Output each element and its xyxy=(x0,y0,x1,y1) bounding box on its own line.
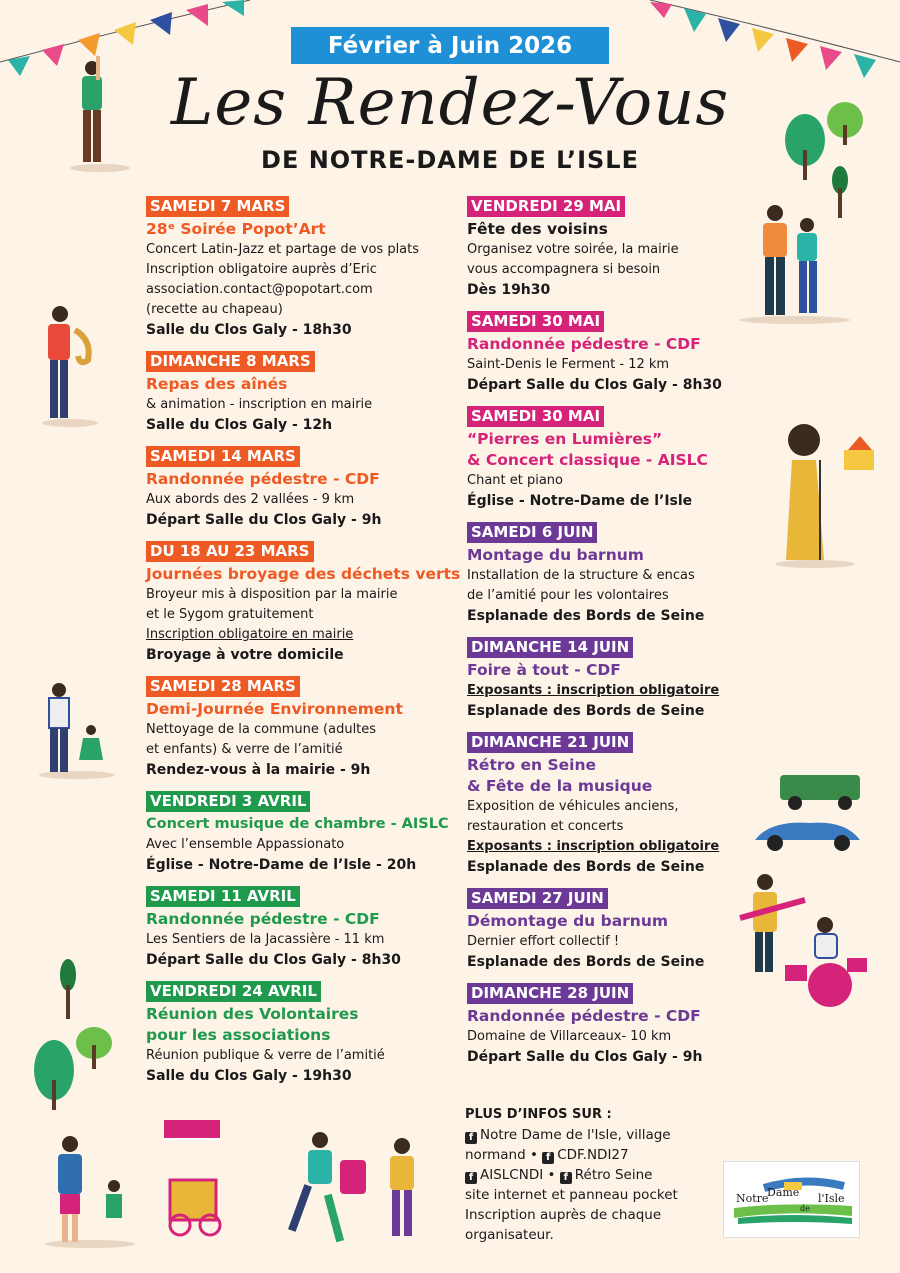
event-place-time: Départ Salle du Clos Galy - 9h xyxy=(467,1049,703,1065)
event-detail: Inscription obligatoire en mairie xyxy=(146,627,354,642)
info-line: Inscription auprès de chaque xyxy=(465,1207,662,1223)
event-fete-voisins xyxy=(467,196,747,300)
event-detail: Nettoyage de la commune (adultes xyxy=(146,722,377,737)
event-place-time: Dès 19h30 xyxy=(467,282,551,298)
facebook-page-notre-dame[interactable]: Notre Dame de l'Isle, village xyxy=(480,1127,671,1143)
event-title: 28ᵉ Soirée Popot’Art xyxy=(146,220,326,238)
info-line: organisateur. xyxy=(465,1227,554,1243)
event-place-time: Salle du Clos Galy - 18h30 xyxy=(146,322,352,338)
event-place-time: Départ Salle du Clos Galy - 8h30 xyxy=(467,377,722,393)
logo-word: de xyxy=(800,1204,810,1213)
event-title: Fête des voisins xyxy=(467,220,608,238)
event-detail: Aux abords des 2 vallées - 9 km xyxy=(146,492,355,507)
event-detail: Exposition de véhicules anciens, xyxy=(467,799,679,814)
info-line xyxy=(465,1165,735,1185)
event-detail: vous accompagnera si besoin xyxy=(467,262,661,277)
facebook-icon: f xyxy=(465,1172,477,1184)
facebook-icon: f xyxy=(560,1172,572,1184)
event-contact-email: association.contact@popotart.com xyxy=(146,282,373,297)
event-repas-aines xyxy=(146,351,466,435)
event-place-time: Esplanade des Bords de Seine xyxy=(467,859,705,875)
event-place-time: Départ Salle du Clos Galy - 9h xyxy=(146,512,382,528)
event-randonnee-30-mai xyxy=(467,311,747,395)
event-date-tag: SAMEDI 30 MAI xyxy=(467,406,604,427)
event-date-tag: DIMANCHE 14 JUIN xyxy=(467,637,633,658)
event-detail: Broyeur mis à disposition par la mairie xyxy=(146,587,398,602)
left-event-column xyxy=(146,196,466,1097)
event-detail: Chant et piano xyxy=(467,473,564,488)
event-environnement xyxy=(146,676,466,780)
event-reunion-volontaires xyxy=(146,981,466,1086)
event-title-line2: & Fête de la musique xyxy=(467,777,653,795)
event-detail: Saint-Denis le Ferment - 12 km xyxy=(467,357,670,372)
event-date-tag: VENDREDI 24 AVRIL xyxy=(146,981,321,1002)
info-line xyxy=(465,1145,735,1165)
person-with-bunting-illustration xyxy=(60,50,130,175)
event-place-time: Rendez-vous à la mairie - 9h xyxy=(146,762,371,778)
event-detail: Réunion publique & verre de l’amitié xyxy=(146,1048,385,1063)
facebook-page-aislc[interactable]: AISLCNDI • xyxy=(480,1167,556,1183)
event-title: Randonnée pédestre - CDF xyxy=(467,335,701,353)
event-place-time: Esplanade des Bords de Seine xyxy=(467,608,705,624)
right-event-column xyxy=(467,196,747,1078)
event-place-time: Salle du Clos Galy - 12h xyxy=(146,417,333,433)
event-randonnee-14-mars xyxy=(146,446,466,530)
event-broyage xyxy=(146,541,466,665)
event-date-tag: SAMEDI 7 MARS xyxy=(146,196,289,217)
event-place-time: Église - Notre-Dame de l’Isle xyxy=(467,493,693,509)
event-title: Randonnée pédestre - CDF xyxy=(146,910,380,928)
event-popotart xyxy=(146,196,466,340)
event-title: Demi-Journée Environnement xyxy=(146,700,403,718)
singer-illustration xyxy=(770,420,880,570)
facebook-icon: f xyxy=(542,1152,554,1164)
event-title: Rétro en Seine xyxy=(467,756,597,774)
event-date-tag: SAMEDI 30 MAI xyxy=(467,311,604,332)
trees-left-illustration xyxy=(30,955,120,1115)
logo-word: Notre xyxy=(736,1192,769,1205)
event-title: Randonnée pédestre - CDF xyxy=(146,470,380,488)
facebook-page-cdf[interactable]: CDF.NDI27 xyxy=(557,1147,629,1163)
event-date-tag: SAMEDI 28 MARS xyxy=(146,676,300,697)
info-line: site internet et panneau pocket xyxy=(465,1187,678,1203)
event-detail: de l’amitié pour les volontaires xyxy=(467,588,669,603)
info-text: normand • xyxy=(465,1147,538,1163)
event-date-tag: SAMEDI 6 JUIN xyxy=(467,522,597,543)
band-musicians-illustration xyxy=(735,870,875,1015)
event-title: Randonnée pédestre - CDF xyxy=(467,1007,701,1025)
event-pierres-lumieres xyxy=(467,406,747,511)
event-place-time: Salle du Clos Galy - 19h30 xyxy=(146,1068,352,1084)
saxophone-player-illustration xyxy=(30,300,110,430)
event-place-time: Église - Notre-Dame de l’Isle - 20h xyxy=(146,857,417,873)
event-date-tag: DIMANCHE 28 JUIN xyxy=(467,983,633,1004)
event-title: Montage du barnum xyxy=(467,546,644,564)
event-montage-barnum xyxy=(467,522,747,626)
event-date-tag: DIMANCHE 21 JUIN xyxy=(467,732,633,753)
event-detail: Exposants : inscription obligatoire xyxy=(467,839,720,854)
notre-dame-de-lisle-logo xyxy=(723,1161,860,1238)
event-title: Repas des aînés xyxy=(146,375,288,393)
event-detail: Concert Latin-Jazz et partage de vos plats xyxy=(146,242,420,257)
event-place-time: Broyage à votre domicile xyxy=(146,647,344,663)
event-date-tag: VENDREDI 3 AVRIL xyxy=(146,791,310,812)
event-detail: Domaine de Villarceaux- 10 km xyxy=(467,1029,672,1044)
more-info-block xyxy=(465,1105,735,1245)
event-title-line2: & Concert classique - AISLC xyxy=(467,451,708,469)
event-title: Concert musique de chambre - AISLC xyxy=(146,816,449,832)
event-title: “Pierres en Lumières” xyxy=(467,430,663,448)
event-detail: Installation de la structure & encas xyxy=(467,568,695,583)
event-place-time: Esplanade des Bords de Seine xyxy=(467,703,705,719)
vintage-cars-illustration xyxy=(750,765,870,855)
page-title: Les Rendez-Vous xyxy=(170,66,730,140)
facebook-page-retro-seine[interactable]: Rétro Seine xyxy=(574,1167,653,1183)
event-date-tag: SAMEDI 11 AVRIL xyxy=(146,886,300,907)
event-title: Journées broyage des déchets verts xyxy=(146,565,461,583)
event-detail: et enfants) & verre de l’amitié xyxy=(146,742,343,757)
event-demontage-barnum xyxy=(467,888,747,972)
event-place-time: Esplanade des Bords de Seine xyxy=(467,954,705,970)
families-and-dancers-illustration xyxy=(40,1120,460,1250)
event-title-line2: pour les associations xyxy=(146,1026,331,1044)
event-date-tag: SAMEDI 14 MARS xyxy=(146,446,300,467)
event-detail: Avec l’ensemble Appassionato xyxy=(146,837,345,852)
event-date-tag: DIMANCHE 8 MARS xyxy=(146,351,315,372)
event-place-time: Départ Salle du Clos Galy - 8h30 xyxy=(146,952,401,968)
event-date-tag: SAMEDI 27 JUIN xyxy=(467,888,608,909)
page-subtitle: DE NOTRE-DAME DE L’ISLE xyxy=(261,146,639,174)
event-detail: et le Sygom gratuitement xyxy=(146,607,314,622)
event-title: Démontage du barnum xyxy=(467,912,669,930)
logo-word: l'Isle xyxy=(818,1192,845,1205)
event-retro-en-seine xyxy=(467,732,747,877)
event-title: Réunion des Volontaires xyxy=(146,1005,359,1023)
event-detail: Inscription obligatoire auprès d’Eric xyxy=(146,262,377,277)
event-date-tag: DU 18 AU 23 MARS xyxy=(146,541,314,562)
facebook-icon: f xyxy=(465,1132,477,1144)
event-randonnee-11-avril xyxy=(146,886,466,970)
date-range-banner: Février à Juin 2026 xyxy=(291,27,609,64)
more-info-heading: PLUS D’INFOS SUR : xyxy=(465,1107,612,1122)
trees-illustration xyxy=(780,100,870,220)
info-line xyxy=(465,1125,735,1145)
parent-and-child-walking-illustration xyxy=(35,680,120,780)
event-detail: Les Sentiers de la Jacassière - 11 km xyxy=(146,932,385,947)
event-randonnee-28-juin xyxy=(467,983,747,1067)
event-detail: restauration et concerts xyxy=(467,819,624,834)
event-detail: (recette au chapeau) xyxy=(146,302,283,317)
event-detail: Dernier effort collectif ! xyxy=(467,934,620,949)
logo-word: Dame xyxy=(767,1186,800,1199)
event-detail: Exposants : inscription obligatoire xyxy=(467,683,720,698)
event-date-tag: VENDREDI 29 MAI xyxy=(467,196,625,217)
event-detail: Organisez votre soirée, la mairie xyxy=(467,242,679,257)
event-detail: & animation - inscription en mairie xyxy=(146,397,373,412)
event-foire-a-tout xyxy=(467,637,747,721)
event-title: Foire à tout - CDF xyxy=(467,661,621,679)
event-concert-chambre xyxy=(146,791,466,875)
